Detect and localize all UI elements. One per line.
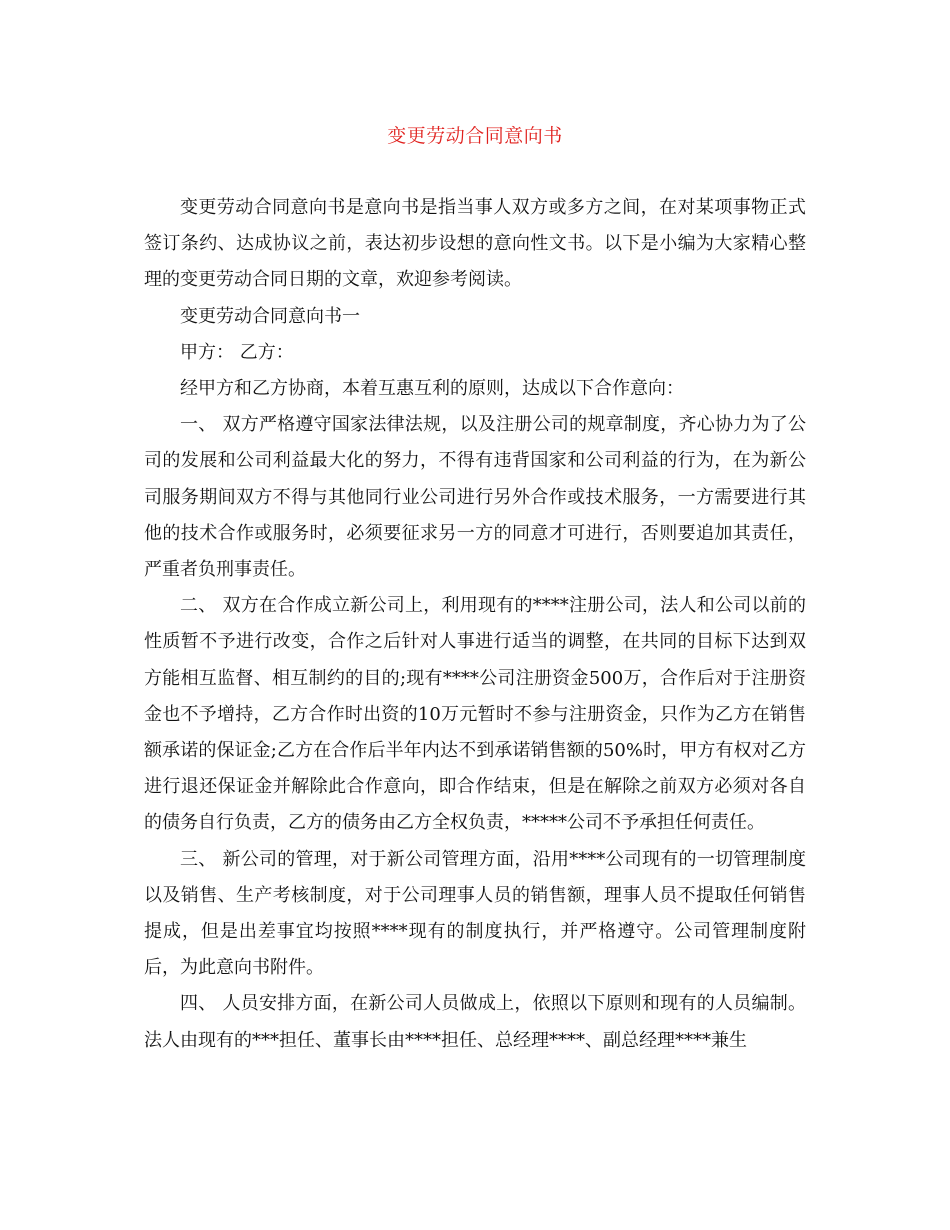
paragraph-agreement-lead: 经甲方和乙方协商，本着互惠互利的原则，达成以下合作意向： [180, 378, 684, 400]
paragraph-parties: 甲方： 乙方： [180, 341, 294, 363]
paragraph-section-heading: 变更劳动合同意向书一 [180, 305, 360, 327]
paragraph-intro: 变更劳动合同意向书是意向书是指当事人双方或多方之间，在对某项事物正式签订条约、达成协议之前，表达初步设想的意向性文书。以下是小编为大家精心整理的变更劳动合同日期的文章，欢迎参考阅读。 [144, 197, 806, 291]
paragraph-clause-2: 二、 双方在合作成立新公司上，利用现有的****注册公司，法人和公司以前的性质暂不予进行改变，合作之后针对人事进行适当的调整，在共同的目标下达到双方能相互监督、相互制约的目的;现有****公司注册资金500万，合作后对于注册资金也不予增持，乙方合作时出资的10万元暂时不参与注册资金，只作为乙方在销售额承诺的保证金;乙方在合作后半年内达不到承诺销售额的50%时，甲方有权对乙方进行退还保证金并解除此合作意向，即合作结束，但是在解除之前双方必须对各自的债务自行负责，乙方的债务由乙方全权负责，*****公司不予承担任何责任。 [144, 595, 806, 834]
paragraph-clause-4: 四、 人员安排方面，在新公司人员做成上，依照以下原则和现有的人员编制。法人由现有的***担任、董事长由****担任、总经理****、副总经理****兼生 [144, 993, 806, 1051]
document-body [144, 190, 806, 1059]
document-title: 变更劳动合同意向书 [387, 125, 563, 147]
paragraph-clause-1: 一、 双方严格遵守国家法律法规，以及注册公司的规章制度，齐心协力为了公司的发展和公司利益最大化的努力，不得有违背国家和公司利益的行为，在为新公司服务期间双方不得与其他同行业公司进行另外合作或技术服务，一方需要进行其他的技术合作或服务时，必须要征求另一方的同意才可进行，否则要追加其责任，严重者负刑事责任。 [144, 414, 806, 581]
paragraph-clause-3: 三、 新公司的管理，对于新公司管理方面，沿用****公司现有的一切管理制度以及销售、生产考核制度，对于公司理事人员的销售额，理事人员不提取任何销售提成，但是出差事宜均按照****现有的制度执行，并严格遵守。公司管理制度附后，为此意向书附件。 [144, 848, 806, 979]
